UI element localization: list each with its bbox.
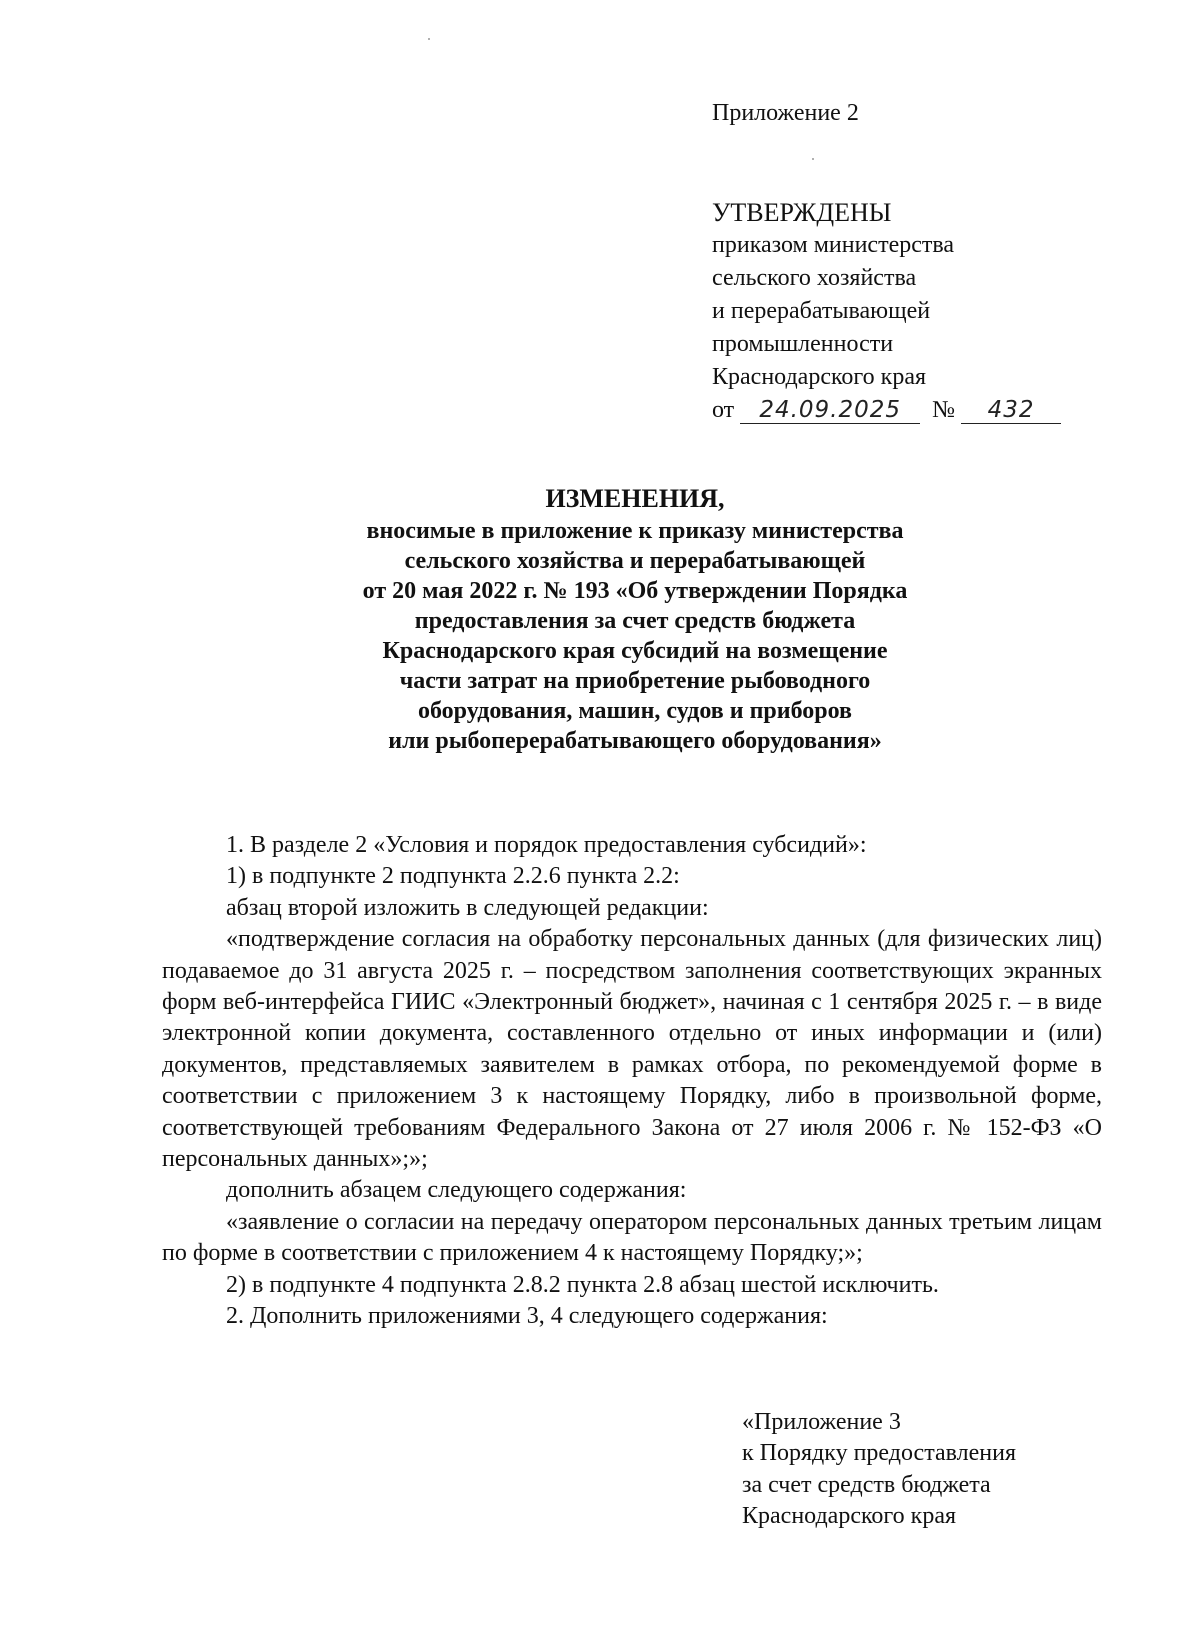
date-field: [740, 399, 920, 424]
body-paragraph: 2. Дополнить приложениями 3, 4 следующего содержания:: [226, 1303, 828, 1330]
approval-line: Краснодарского края: [712, 364, 927, 390]
number-sign: №: [932, 397, 956, 423]
title-line: оборудования, машин, судов и приборов: [417, 698, 852, 724]
approval-line: и перерабатывающей: [712, 298, 931, 324]
body-paragraph: 1) в подпункте 2 подпункта 2.2.6 пункта 2.2:: [226, 863, 680, 890]
approval-line: промышленности: [712, 331, 894, 357]
approval-line: приказом министерства: [712, 232, 955, 258]
appendix3-line: за счет средств бюджета: [742, 1471, 991, 1498]
appendix-label: Приложение 2: [712, 100, 859, 126]
body-paragraph: дополнить абзацем следующего содержания:: [226, 1177, 687, 1204]
date-prefix: от: [712, 397, 735, 423]
body-paragraph: 1. В разделе 2 «Условия и порядок предоставления субсидий»:: [226, 832, 867, 858]
appendix3-line: «Приложение 3: [742, 1409, 901, 1435]
number-field: [961, 399, 1061, 424]
body-paragraph: «подтверждение согласия на обработку персональных данных (для физических лиц) подаваемое до 31 августа 2025 г. – посредством заполнения соответствующих экранных форм веб-интерфейса ГИИС «Электронный бюджет», начиная с 1 сентября 2025 г. – в виде электронной копии документа, составленного отдельно от иных информации и (или) документов, представляемых заявителем в рамках отбора, по рекомендуемой форме в соответствии с приложением 3 к настоящему Порядку, либо в произвольной форме, соответствующей требованиям Федерального Закона от 27 июля 2006 г. № 152-ФЗ «О персональных данных»;»;: [162, 926, 1102, 1173]
title-line: предоставления за счет средств бюджета: [414, 608, 856, 634]
appendix3-line: к Порядку предоставления: [742, 1440, 1017, 1467]
approval-line: сельского хозяйства: [712, 265, 917, 291]
title-heading: ИЗМЕНЕНИЯ,: [545, 484, 725, 513]
title-line: сельского хозяйства и перерабатывающей: [404, 548, 866, 574]
title-line: или рыбоперерабатывающего оборудования»: [388, 728, 882, 754]
approval-heading: УТВЕРЖДЕНЫ: [712, 198, 892, 227]
title-line: вносимые в приложение к приказу министерства: [366, 518, 904, 544]
handwritten-date: 24.09.2025: [759, 397, 902, 423]
date-number-line: [712, 394, 1061, 427]
body-paragraph: 2) в подпункте 4 подпункта 2.8.2 пункта 2.8 абзац шестой исключить.: [226, 1271, 939, 1298]
body-paragraph: «заявление о согласии на передачу оператором персональных данных третьим лицам по форме в соответствии с приложением 4 к настоящему Порядку;»;: [162, 1208, 1102, 1267]
appendix3-header: [742, 1407, 1016, 1533]
title-line: от 20 мая 2022 г. № 193 «Об утверждении Порядка: [362, 578, 908, 604]
document-body: [162, 830, 1102, 1333]
scan-speck: [812, 158, 814, 160]
handwritten-number: 432: [987, 397, 1035, 423]
body-paragraph: абзац второй изложить в следующей редакции:: [226, 894, 709, 921]
scan-speck: [428, 38, 430, 40]
title-line: Краснодарского края субсидий на возмещение: [382, 638, 888, 664]
title-line: части затрат на приобретение рыбоводного: [399, 668, 871, 694]
document-title: [160, 482, 1110, 756]
approval-block: [712, 196, 1061, 427]
appendix3-line: Краснодарского края: [742, 1503, 957, 1530]
